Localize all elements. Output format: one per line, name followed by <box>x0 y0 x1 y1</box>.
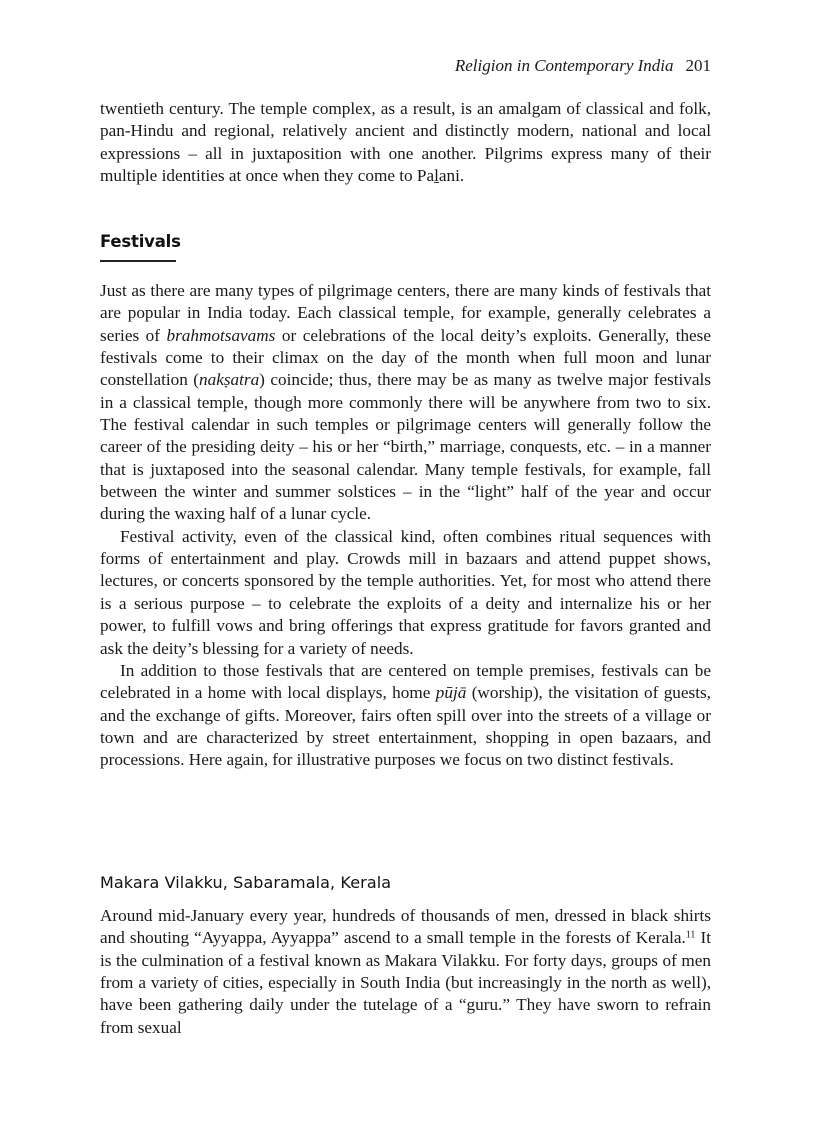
footnote-reference[interactable]: 11 <box>685 929 696 941</box>
section-heading-rule <box>100 260 176 262</box>
subsection-heading-makara-vilakku: Makara Vilakku, Sabaramala, Kerala <box>100 873 392 892</box>
intro-paragraph: twentieth century. The temple complex, as a result, is an amalgam of classical and folk, pan-Hindu and regional, relatively ancient and distinctly modern, national and local expressions – all in juxtaposition with one another. Pilgrims express many of their multiple identities at once when they come to Paḻani. <box>100 99 711 186</box>
text-run: (worship), the visitation of guests, and the exchange of gifts. Moreover, fairs often spill over into the streets of a village or town and are characterized by street entertainment, shopping in open bazaars, and processions. Here again, for illustrative purposes we focus on two distinct festivals. <box>100 683 711 770</box>
festivals-section-body <box>100 280 711 772</box>
italic-term-puja: pūjā <box>435 683 467 703</box>
italic-term-naksatra: nakṣatra <box>199 370 260 390</box>
text-run: ) coincide; thus, there may be as many as twelve major festivals in a classical temple, though more commonly there will be anywhere from two to six. The festival calendar in such temples or pilgrimage centers will generally follow the career of the presiding deity – his or her “birth,” marriage, conquests, etc. – in a manner that is juxtaposed into the seasonal calendar. Many temple festivals, for example, fall between the winter and summer solstices – in the “light” half of the year and occur during the waxing half of a lunar cycle. <box>100 370 711 524</box>
text-run: or celebrations of the local deity’s exploits. Generally, these festivals come to their climax on the day of the month when full moon and lunar constellation ( <box>100 325 712 390</box>
page-number: 201 <box>685 56 711 75</box>
running-head-title: Religion in Contemporary India <box>454 56 674 75</box>
italic-term-brahmotsavams: brahmotsavams <box>166 325 276 345</box>
paragraph-makara-vilakku <box>100 905 711 1039</box>
makara-vilakku-body <box>100 905 711 1039</box>
running-head <box>100 56 711 76</box>
text-run: In addition to those festivals that are centered on temple premises, festivals can be celebrated in a home with local displays, home <box>100 660 711 703</box>
text-run: Around mid-January every year, hundreds of thousands of men, dressed in black shirts and shouting “Ayyappa, Ayyappa” ascend to a small temple in the forests of Kerala. <box>100 906 711 948</box>
paragraph-festivals-2: Festival activity, even of the classical kind, often combines ritual sequences with forms of entertainment and play. Crowds mill in bazaars and attend puppet shows, lectures, or concerts sponsored by the temple authorities. Yet, for most who attend there is a serious purpose – to celebrate the exploits of a deity and internalize his or her power, to fulfill vows and bring offerings that express gratitude for favors granted and ask the deity’s blessing for a variety of needs. <box>100 526 711 658</box>
intro-block <box>100 98 711 187</box>
text-run: It is the culmination of a festival known as Makara Vilakku. For forty days, groups of men from a variety of cities, especially in South India (but increasingly in the north as well), have been gathering daily under the tutelage of a “guru.” They have sworn to refrain from sexual <box>100 928 712 1037</box>
text-run: Just as there are many types of pilgrimage centers, there are many kinds of festivals that are popular in India today. Each classical temple, for example, generally celebrates a series of <box>100 281 711 345</box>
section-heading-festivals: Festivals <box>100 232 181 251</box>
paragraph-festivals-1 <box>100 280 711 526</box>
paragraph-festivals-3 <box>100 660 711 772</box>
